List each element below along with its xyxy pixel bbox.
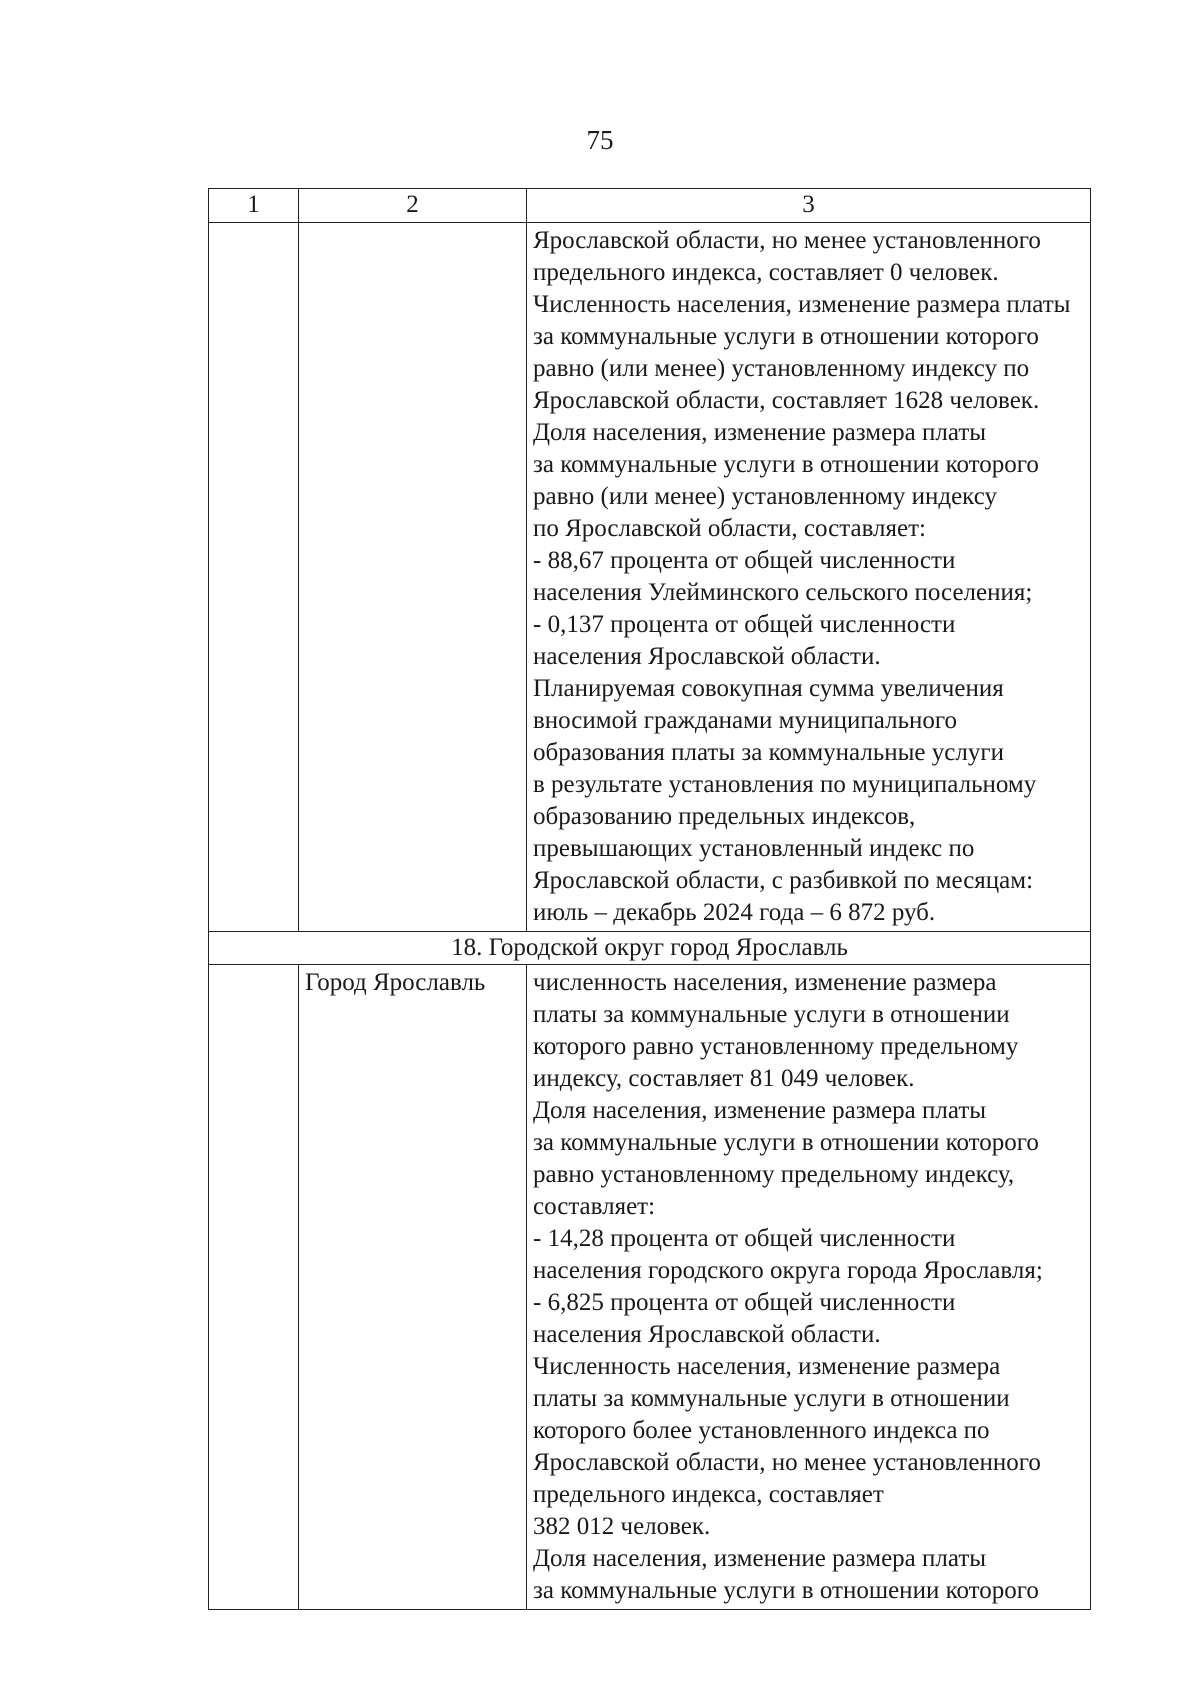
section-heading-row bbox=[209, 932, 1091, 965]
description-text bbox=[527, 965, 1090, 1609]
text-line: которого более установленного индекса по bbox=[533, 1417, 990, 1444]
text-line: Планируемая совокупная сумма увеличения bbox=[533, 675, 1004, 702]
text-line: равно установленному предельному индексу, bbox=[533, 1161, 1015, 1188]
text-line: Доля населения, изменение размера платы bbox=[533, 419, 987, 446]
text-line: предельного индекса, составляет bbox=[533, 1481, 884, 1508]
text-line: 382 012 человек. bbox=[533, 1513, 711, 1540]
text-line: по Ярославской области, составляет: bbox=[533, 515, 926, 542]
text-line: предельного индекса, составляет 0 человек. bbox=[533, 259, 999, 286]
text-line: - 0,137 процента от общей численности bbox=[533, 611, 956, 638]
table-header-row bbox=[209, 189, 1091, 223]
text-line: за коммунальные услуги в отношении которого bbox=[533, 451, 1039, 478]
text-line: Численность населения, изменение размера bbox=[533, 1353, 1001, 1380]
column-header-2: 2 bbox=[299, 189, 527, 223]
text-line: населения Улейминского сельского поселения; bbox=[533, 579, 1033, 606]
cell-municipality bbox=[299, 965, 527, 1610]
text-line: в результате установления по муниципальному bbox=[533, 771, 1037, 798]
cell-description bbox=[527, 223, 1091, 932]
text-line: составляет: bbox=[533, 1193, 656, 1220]
text-line: вносимой гражданами муниципального bbox=[533, 707, 958, 734]
table-row-continued bbox=[209, 223, 1091, 932]
text-line: равно (или менее) установленному индексу bbox=[533, 483, 997, 510]
page-number: 75 bbox=[586, 125, 614, 155]
text-line: которого равно установленному предельному bbox=[533, 1033, 1019, 1060]
text-line: - 14,28 процента от общей численности bbox=[533, 1225, 956, 1252]
section-heading: 18. Городской округ город Ярославль bbox=[209, 932, 1091, 965]
text-line: населения городского округа города Ярославля; bbox=[533, 1257, 1043, 1284]
text-line: равно (или менее) установленному индексу по bbox=[533, 355, 1030, 382]
text-line: населения Ярославской области. bbox=[533, 1321, 881, 1348]
text-line: платы за коммунальные услуги в отношении bbox=[533, 1385, 1010, 1412]
text-line: Ярославской области, но менее установленного bbox=[533, 227, 1041, 254]
text-line: численность населения, изменение размера bbox=[533, 969, 997, 996]
text-line: Ярославской области, с разбивкой по месяцам: bbox=[533, 867, 1034, 894]
text-line: Доля населения, изменение размера платы bbox=[533, 1097, 987, 1124]
text-line: населения Ярославской области. bbox=[533, 643, 881, 670]
text-line: превышающих установленный индекс по bbox=[533, 835, 975, 862]
data-table bbox=[208, 188, 1091, 1610]
text-line: образования платы за коммунальные услуги bbox=[533, 739, 1004, 766]
cell-number bbox=[209, 223, 299, 932]
text-line: Доля населения, изменение размера платы bbox=[533, 1545, 987, 1572]
cell-municipality bbox=[299, 223, 527, 932]
text-line: за коммунальные услуги в отношении которого bbox=[533, 323, 1039, 350]
text-line: платы за коммунальные услуги в отношении bbox=[533, 1001, 1010, 1028]
text-line: за коммунальные услуги в отношении которого bbox=[533, 1577, 1039, 1604]
text-line: индексу, составляет 81 049 человек. bbox=[533, 1065, 915, 1092]
text-line: за коммунальные услуги в отношении которого bbox=[533, 1129, 1039, 1156]
table-row-yaroslavl bbox=[209, 965, 1091, 1610]
text-line: Ярославской области, но менее установленного bbox=[533, 1449, 1041, 1476]
municipality-name: Город Ярославль bbox=[305, 969, 486, 996]
text-line: - 6,825 процента от общей численности bbox=[533, 1289, 956, 1316]
description-text bbox=[527, 223, 1090, 931]
text-line: Численность населения, изменение размера платы bbox=[533, 291, 1071, 318]
text-line: июль – декабрь 2024 года – 6 872 руб. bbox=[533, 899, 936, 926]
text-line: образованию предельных индексов, bbox=[533, 803, 916, 830]
cell-number bbox=[209, 965, 299, 1610]
column-header-1: 1 bbox=[209, 189, 299, 223]
text-line: Ярославской области, составляет 1628 человек. bbox=[533, 387, 1040, 414]
text-line: - 88,67 процента от общей численности bbox=[533, 547, 956, 574]
cell-description bbox=[527, 965, 1091, 1610]
column-header-3: 3 bbox=[527, 189, 1091, 223]
